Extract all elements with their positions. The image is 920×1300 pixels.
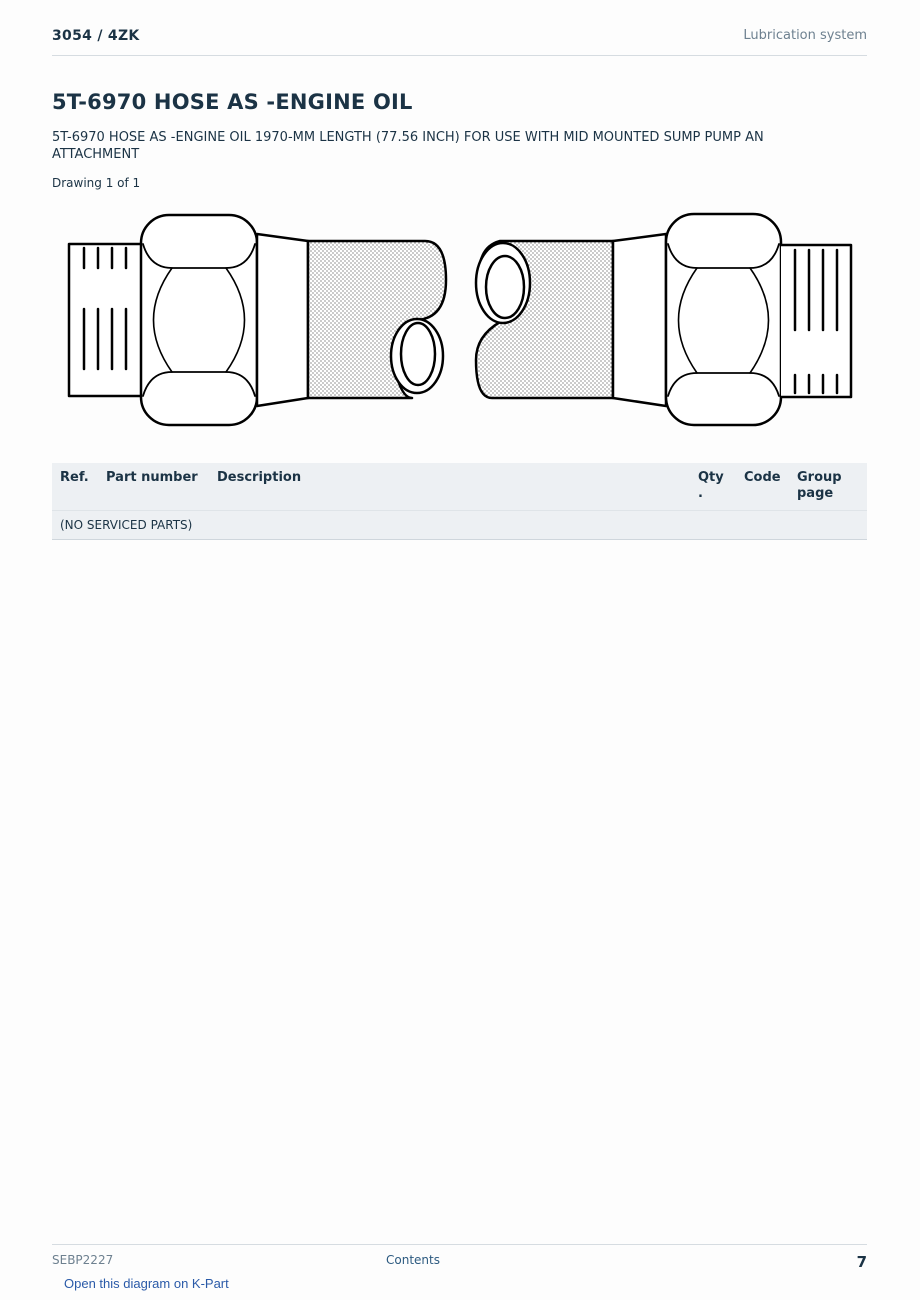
- right-hose-segment: [476, 241, 613, 398]
- right-threaded-end: [781, 245, 851, 397]
- left-threaded-end: [69, 244, 142, 396]
- col-qty: Qty .: [690, 463, 736, 511]
- left-hex-nut: [141, 215, 257, 425]
- hose-assembly-drawing: [52, 200, 867, 440]
- right-hex-nut: [666, 214, 781, 425]
- section-name: Lubrication system: [743, 28, 867, 43]
- left-ferrule: [257, 234, 308, 406]
- table-row: [52, 511, 867, 540]
- model-code: 3054 / 4ZK: [52, 28, 140, 44]
- document-code: SEBP2227: [52, 1253, 114, 1267]
- col-part-number: Part number: [98, 463, 209, 511]
- no-parts-message: (NO SERVICED PARTS): [52, 511, 867, 540]
- drawing-label: Drawing 1 of 1: [52, 176, 141, 190]
- parts-table: [52, 463, 867, 540]
- page-title: 5T-6970 HOSE AS -ENGINE OIL: [52, 90, 413, 114]
- left-hose-segment: [308, 241, 446, 398]
- open-kpart-link[interactable]: Open this diagram on K-Part: [64, 1276, 229, 1291]
- col-ref: Ref.: [52, 463, 98, 511]
- table-header-row: [52, 463, 867, 511]
- part-description: 5T-6970 HOSE AS -ENGINE OIL 1970-MM LENGTH (77.56 INCH) FOR USE WITH MID MOUNTED SUMP PUMP AN ATTACHMENT: [52, 130, 764, 162]
- col-description: Description: [209, 463, 690, 511]
- page-number: 7: [856, 1253, 867, 1271]
- contents-link[interactable]: Contents: [386, 1253, 440, 1267]
- col-code: Code: [736, 463, 789, 511]
- page-header: [52, 28, 867, 56]
- page-footer: [52, 1244, 867, 1271]
- col-group-page: Group page: [789, 463, 867, 511]
- right-ferrule: [613, 234, 666, 406]
